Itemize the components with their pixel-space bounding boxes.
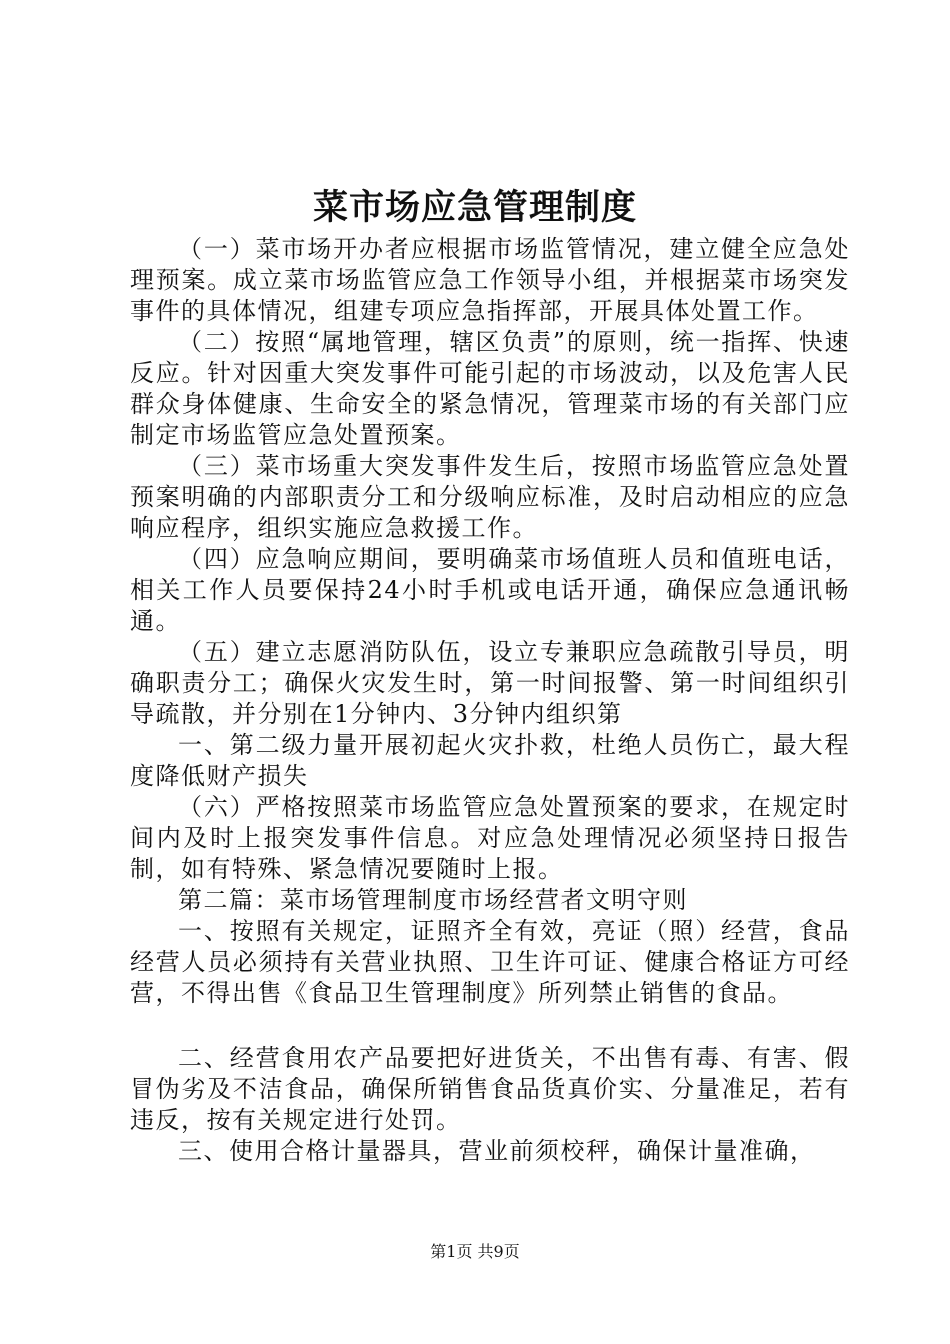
paragraph-rule-1: 一、按照有关规定，证照齐全有效，亮证（照）经营，食品经营人员必须持有关营业执照、卫生许可证、健康合格证方可经营，不得出售《食品卫生管理制度》所列禁止销售的食品。 bbox=[130, 917, 850, 1007]
section-heading-part-two: 第二篇：菜市场管理制度市场经营者文明守则 bbox=[178, 886, 688, 914]
paragraph-7: （六）严格按照菜市场监管应急处置预案的要求，在规定时间内及时上报突发事件信息。对应急处理情况必须坚持日报告制，如有特殊、紧急情况要随时上报。 bbox=[130, 793, 850, 883]
document-body bbox=[130, 234, 850, 1167]
paragraph-4: （四）应急响应期间，要明确菜市场值班人员和值班电话，相关工作人员要保持24小时手机或电话开通，确保应急通讯畅通。 bbox=[130, 545, 850, 635]
paragraph-3: （三）菜市场重大突发事件发生后，按照市场监管应急处置预案明确的内部职责分工和分级响应标准，及时启动相应的应急响应程序，组织实施应急救援工作。 bbox=[130, 452, 850, 542]
paragraph-6: 一、第二级力量开展初起火灾扑救，杜绝人员伤亡，最大程度降低财产损失 bbox=[130, 731, 850, 790]
document-title: 菜市场应急管理制度 bbox=[312, 187, 637, 228]
page-number: 第1页 共9页 bbox=[430, 1242, 520, 1261]
paragraph-rule-2: 二、经营食用农产品要把好进货关，不出售有毒、有害、假冒伪劣及不洁食品，确保所销售食品货真价实、分量准足，若有违反，按有关规定进行处罚。 bbox=[130, 1044, 850, 1134]
paragraph-rule-3: 三、使用合格计量器具，营业前须校秤，确保计量准确， bbox=[178, 1137, 816, 1165]
paragraph-1: （一）菜市场开办者应根据市场监管情况，建立健全应急处理预案。成立菜市场监管应急工作领导小组，并根据菜市场突发事件的具体情况，组建专项应急指挥部，开展具体处置工作。 bbox=[130, 235, 850, 325]
paragraph-5: （五）建立志愿消防队伍，设立专兼职应急疏散引导员，明确职责分工；确保火灾发生时，第一时间报警、第一时间组织引导疏散，并分别在1分钟内、3分钟内组织第 bbox=[130, 638, 850, 728]
paragraph-2: （二）按照“属地管理，辖区负责”的原则，统一指挥、快速反应。针对因重大突发事件可能引起的市场波动，以及危害人民群众身体健康、生命安全的紧急情况，管理菜市场的有关部门应制定市场监管应急处置预案。 bbox=[130, 328, 850, 449]
